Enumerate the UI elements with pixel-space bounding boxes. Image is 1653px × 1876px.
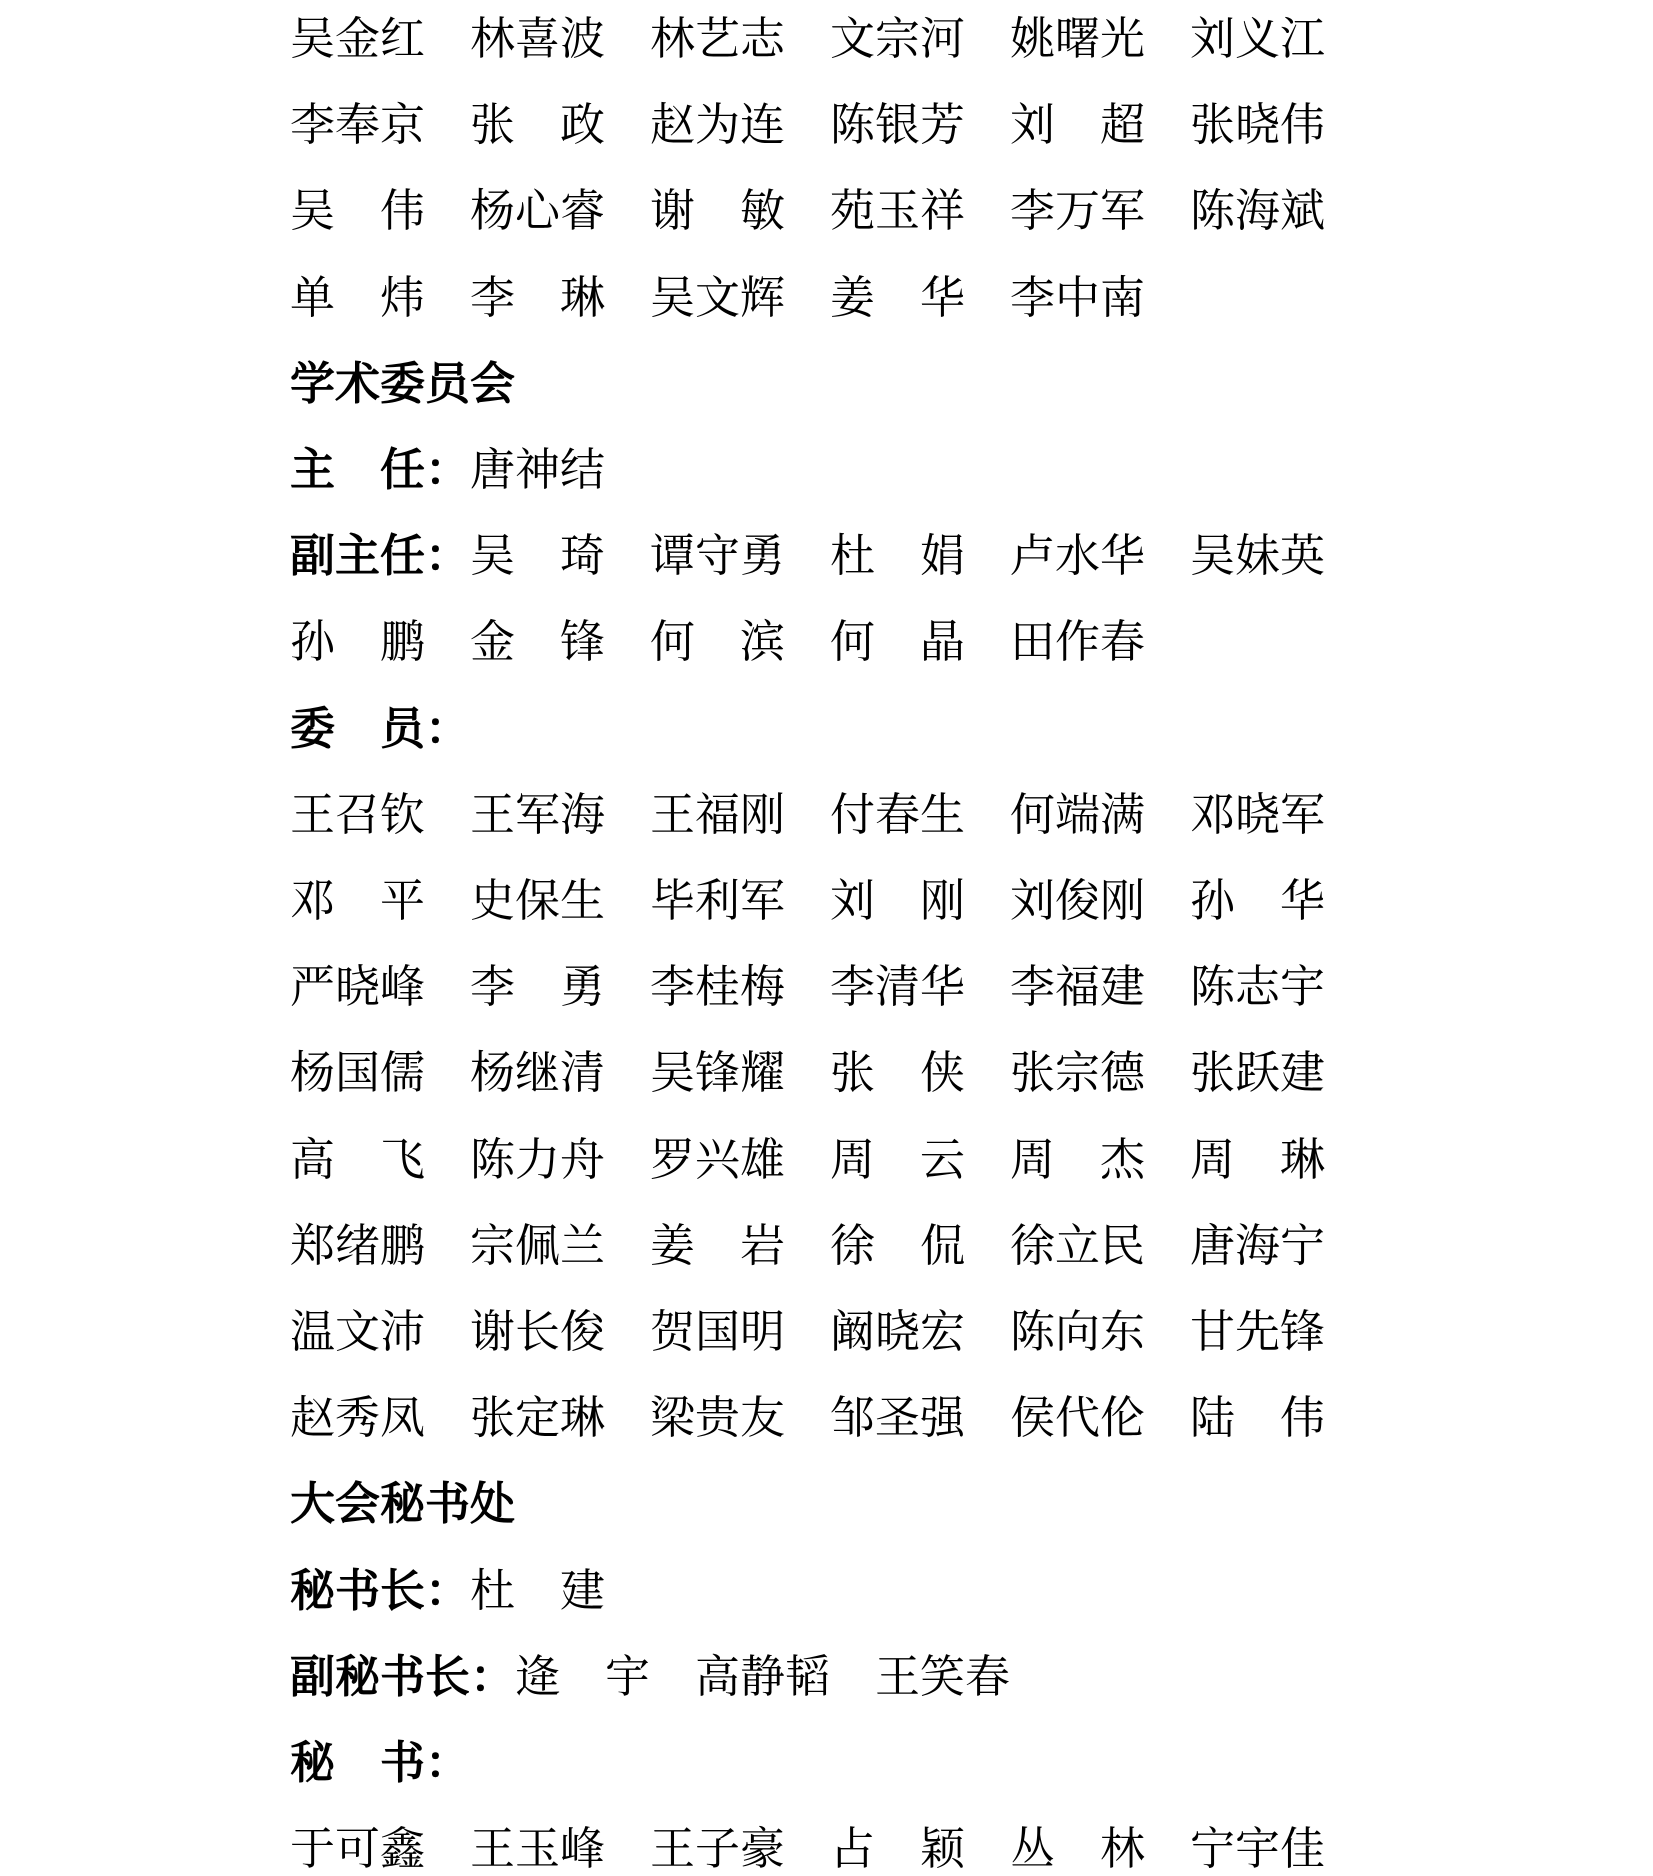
person-name: 占 颖 — [830, 1824, 966, 1874]
person-name: 谢 敏 — [650, 186, 786, 236]
person-name: 严晓峰 — [290, 962, 426, 1012]
labeled-row-director — [290, 444, 650, 496]
names-row — [290, 789, 1370, 841]
person-name: 谢长俊 — [470, 1307, 606, 1357]
person-name: 于可鑫 — [290, 1824, 426, 1874]
role-label: 副秘书长： — [290, 1652, 516, 1702]
person-name: 张跃建 — [1190, 1048, 1326, 1098]
person-name: 周 杰 — [1010, 1135, 1146, 1185]
person-name: 丛 林 — [1010, 1824, 1146, 1874]
person-name: 高静韬 — [695, 1652, 831, 1702]
names-row — [290, 99, 1370, 151]
person-name: 姜 岩 — [650, 1221, 786, 1271]
names-row — [290, 272, 1190, 324]
names-row — [290, 1220, 1370, 1272]
person-name: 贺国明 — [650, 1307, 786, 1357]
person-name: 杜 娟 — [830, 531, 966, 581]
role-label: 秘书长： — [290, 1566, 471, 1616]
person-name: 张 侠 — [830, 1048, 966, 1098]
person-name: 陈力舟 — [470, 1135, 606, 1185]
labeled-row-deputy-secretary-generals — [290, 1651, 1055, 1703]
person-name: 刘 刚 — [830, 876, 966, 926]
role-label: 秘 书： — [290, 1738, 471, 1788]
names-row — [290, 1306, 1370, 1358]
person-name: 罗兴雄 — [650, 1135, 786, 1185]
person-name: 周 琳 — [1190, 1135, 1326, 1185]
person-name: 金 锋 — [470, 617, 606, 667]
person-name: 吴妹英 — [1190, 531, 1326, 581]
person-name: 张 政 — [470, 100, 606, 150]
person-name: 史保生 — [470, 876, 606, 926]
person-name: 田作春 — [1010, 617, 1146, 667]
person-name: 王福刚 — [650, 790, 786, 840]
person-name: 吴 伟 — [290, 186, 426, 236]
person-name: 李 琳 — [470, 273, 606, 323]
person-name: 李福建 — [1010, 962, 1146, 1012]
names-row — [290, 1392, 1370, 1444]
person-name: 杨继清 — [470, 1048, 606, 1098]
person-name: 甘先锋 — [1190, 1307, 1326, 1357]
person-name: 王子豪 — [650, 1824, 786, 1874]
person-name: 邹圣强 — [830, 1393, 966, 1443]
person-name: 李 勇 — [470, 962, 606, 1012]
person-name: 姜 华 — [830, 273, 966, 323]
labeled-row-members — [290, 703, 470, 755]
person-name: 唐海宁 — [1190, 1221, 1326, 1271]
person-name: 林喜波 — [470, 14, 606, 64]
person-name: 张定琳 — [470, 1393, 606, 1443]
person-name: 杜 建 — [470, 1566, 606, 1616]
person-name: 张宗德 — [1010, 1048, 1146, 1098]
person-name: 陆 伟 — [1190, 1393, 1326, 1443]
person-name: 逄 宇 — [515, 1652, 651, 1702]
person-name: 李奉京 — [290, 100, 426, 150]
person-name: 徐 侃 — [830, 1221, 966, 1271]
person-name: 侯代伦 — [1010, 1393, 1146, 1443]
person-name: 苑玉祥 — [830, 186, 966, 236]
person-name: 李中南 — [1010, 273, 1146, 323]
person-name: 张晓伟 — [1190, 100, 1326, 150]
person-name: 刘俊刚 — [1010, 876, 1146, 926]
person-name: 梁贵友 — [650, 1393, 786, 1443]
person-name: 郑绪鹏 — [290, 1221, 426, 1271]
names-row — [290, 13, 1370, 65]
labeled-row-secretary-general — [290, 1565, 650, 1617]
person-name: 陈向东 — [1010, 1307, 1146, 1357]
labeled-row-deputy-directors — [290, 530, 1370, 582]
person-name: 杨心睿 — [470, 186, 606, 236]
person-name: 何端满 — [1010, 790, 1146, 840]
role-label: 副主任： — [290, 531, 471, 581]
person-name: 唐神结 — [470, 445, 606, 495]
person-name: 李清华 — [830, 962, 966, 1012]
person-name: 周 云 — [830, 1135, 966, 1185]
person-name: 吴金红 — [290, 14, 426, 64]
section-heading-academic-committee: 学术委员会 — [290, 359, 516, 409]
person-name: 吴锋耀 — [650, 1048, 786, 1098]
person-name: 文宗河 — [830, 14, 966, 64]
person-name: 刘 超 — [1010, 100, 1146, 150]
role-label: 主 任： — [290, 445, 471, 495]
names-row — [290, 875, 1370, 927]
person-name: 林艺志 — [650, 14, 786, 64]
person-name: 刘义江 — [1190, 14, 1326, 64]
person-name: 阚晓宏 — [830, 1307, 966, 1357]
section-heading-secretariat: 大会秘书处 — [290, 1479, 516, 1529]
labeled-row-secretaries — [290, 1737, 470, 1789]
names-row — [290, 961, 1370, 1013]
person-name: 陈海斌 — [1190, 186, 1326, 236]
person-name: 谭守勇 — [650, 531, 786, 581]
role-label: 委 员： — [290, 704, 471, 754]
person-name: 高 飞 — [290, 1135, 426, 1185]
person-name: 单 炜 — [290, 273, 426, 323]
person-name: 宁宇佳 — [1190, 1824, 1326, 1874]
person-name: 赵为连 — [650, 100, 786, 150]
names-row — [290, 1823, 1370, 1875]
person-name: 孙 鹏 — [290, 617, 426, 667]
names-row — [290, 1134, 1370, 1186]
person-name: 孙 华 — [1190, 876, 1326, 926]
person-name: 赵秀凤 — [290, 1393, 426, 1443]
person-name: 卢水华 — [1010, 531, 1146, 581]
person-name: 何 晶 — [830, 617, 966, 667]
person-name: 姚曙光 — [1010, 14, 1146, 64]
person-name: 徐立民 — [1010, 1221, 1146, 1271]
person-name: 邓晓军 — [1190, 790, 1326, 840]
person-name: 陈志宇 — [1190, 962, 1326, 1012]
person-name: 王军海 — [470, 790, 606, 840]
person-name: 吴 琦 — [470, 531, 606, 581]
names-row — [290, 616, 1190, 668]
person-name: 宗佩兰 — [470, 1221, 606, 1271]
person-name: 李桂梅 — [650, 962, 786, 1012]
person-name: 付春生 — [830, 790, 966, 840]
person-name: 何 滨 — [650, 617, 786, 667]
person-name: 温文沛 — [290, 1307, 426, 1357]
person-name: 王召钦 — [290, 790, 426, 840]
person-name: 毕利军 — [650, 876, 786, 926]
person-name: 陈银芳 — [830, 100, 966, 150]
names-row — [290, 185, 1370, 237]
names-row — [290, 1047, 1370, 1099]
person-name: 王笑春 — [875, 1652, 1011, 1702]
person-name: 李万军 — [1010, 186, 1146, 236]
person-name: 吴文辉 — [650, 273, 786, 323]
person-name: 杨国儒 — [290, 1048, 426, 1098]
person-name: 邓 平 — [290, 876, 426, 926]
person-name: 王玉峰 — [470, 1824, 606, 1874]
